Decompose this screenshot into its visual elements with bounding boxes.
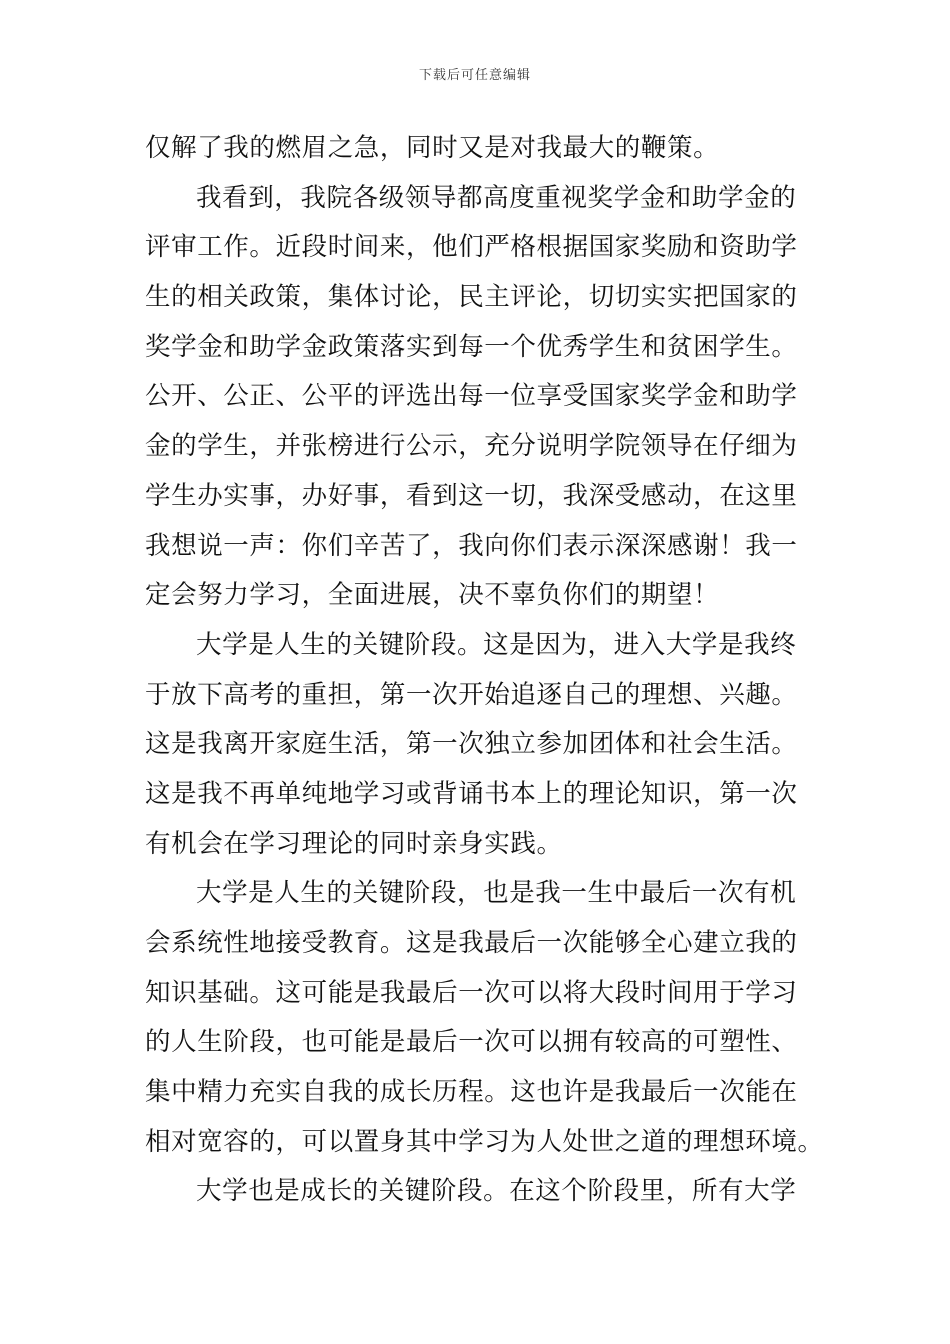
text-line: 知识基础。这可能是我最后一次可以将大段时间用于学习 (145, 977, 798, 1008)
paragraph-first-line: 大学是人生的关键阶段，也是我一生中最后一次有机 (196, 878, 797, 909)
text-line: 金的学生，并张榜进行公示，充分说明学院领导在仔细为 (145, 431, 798, 462)
text-line: 集中精力充实自我的成长历程。这也许是我最后一次能在 (145, 1077, 798, 1108)
text-line: 相对宽容的，可以置身其中学习为人处世之道的理想环境。 (145, 1126, 824, 1157)
text-line: 学生办实事，办好事，看到这一切，我深受感动，在这里 (145, 480, 798, 511)
text-line: 于放下高考的重担，第一次开始追逐自己的理想、兴趣。 (145, 679, 798, 710)
text-line: 奖学金和助学金政策落实到每一个优秀学生和贫困学生。 (145, 331, 798, 362)
text-line: 公开、公正、公平的评选出每一位享受国家奖学金和助学 (145, 381, 798, 412)
text-line: 仅解了我的燃眉之急，同时又是对我最大的鞭策。 (145, 133, 720, 163)
text-line: 有机会在学习理论的同时亲身实践。 (145, 828, 563, 859)
text-line: 的人生阶段，也可能是最后一次可以拥有较高的可塑性、 (145, 1027, 798, 1058)
text-line: 定会努力学习，全面进展，决不辜负你们的期望！ (145, 580, 720, 611)
page-header: 下载后可任意编辑 (418, 68, 531, 83)
paragraph-first-line: 大学是人生的关键阶段。这是因为，进入大学是我终 (196, 629, 797, 660)
text-line: 这是我不再单纯地学习或背诵书本上的理论知识，第一次 (145, 778, 798, 809)
text-line: 我想说一声：你们辛苦了，我向你们表示深深感谢！我一 (145, 530, 798, 561)
document-body (145, 124, 824, 1217)
text-line: 这是我离开家庭生活，第一次独立参加团体和社会生活。 (145, 729, 798, 760)
paragraph-first-line: 我看到，我院各级领导都高度重视奖学金和助学金的 (196, 182, 797, 213)
text-line: 会系统性地接受教育。这是我最后一次能够全心建立我的 (145, 928, 798, 958)
text-line: 评审工作。近段时间来，他们严格根据国家奖励和资助学 (145, 232, 798, 263)
paragraph-first-line: 大学也是成长的关键阶段。在这个阶段里，所有大学 (196, 1176, 797, 1207)
text-line: 生的相关政策，集体讨论，民主评论，切切实实把国家的 (145, 282, 798, 313)
